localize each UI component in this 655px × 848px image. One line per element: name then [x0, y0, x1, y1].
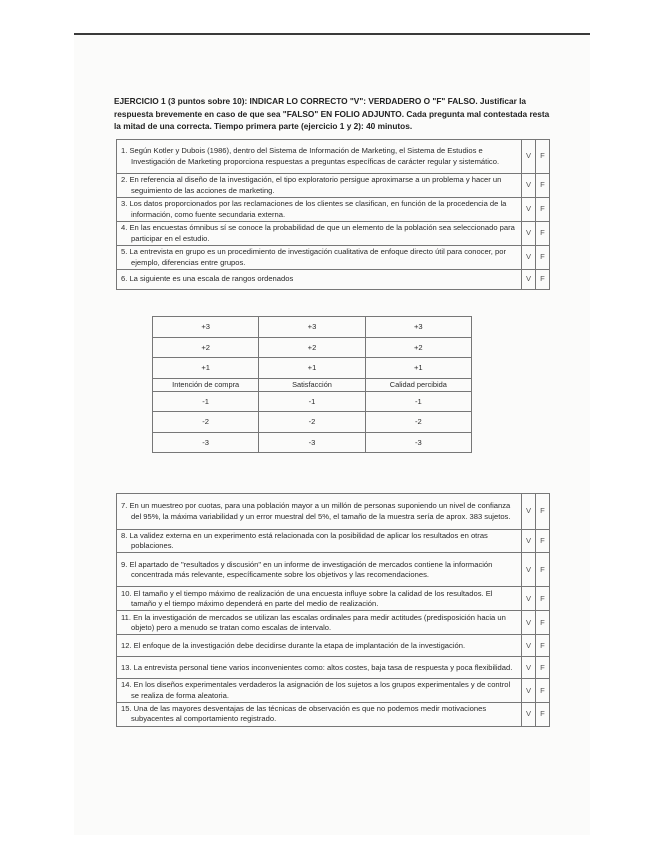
question-row	[117, 587, 550, 611]
question-row	[117, 611, 550, 635]
false-option[interactable]: F	[536, 270, 550, 290]
scale-value: -2	[365, 412, 471, 433]
true-option[interactable]: V	[522, 494, 536, 530]
exercise-heading: EJERCICIO 1 (3 puntos sobre 10): INDICAR LO CORRECTO "V": VERDADERO O "F" FALSO. Justificar la respuesta brevemente en caso de que sea "FALSO" EN FOLIO ADJUNTO. Cada pregunta mal contestada resta la mitad de una correcta. Tiempo primera parte (ejercicio 1 y 2): 40 minutos.	[114, 96, 550, 131]
scale-column-label: Satisfacción	[259, 378, 365, 391]
question-row	[117, 635, 550, 657]
false-option[interactable]: F	[536, 553, 550, 587]
scale-header-row	[153, 378, 472, 391]
false-option[interactable]: F	[536, 657, 550, 679]
scale-value: -3	[365, 432, 471, 453]
true-option[interactable]: V	[522, 587, 536, 611]
question-row	[117, 140, 550, 174]
true-option[interactable]: V	[522, 657, 536, 679]
question-row	[117, 657, 550, 679]
scale-value: -1	[153, 391, 259, 412]
scale-column-label: Calidad percibida	[365, 378, 471, 391]
question-text: 7. En un muestreo por cuotas, para una población mayor a un millón de personas suponiendo un nivel de confianza del 95%, la máxima variabilidad y un error muestral del 5%, el tamaño de la muestra sería de aprox. 383 sujetos.	[117, 494, 522, 530]
scale-value: -3	[153, 432, 259, 453]
question-text: 8. La validez externa en un experimento está relacionada con la posibilidad de aplicar los resultados en otras poblaciones.	[117, 530, 522, 553]
question-text: 14. En los diseños experimentales verdaderos la asignación de los sujetos a los grupos experimentales y de control se realiza de forma aleatoria.	[117, 679, 522, 702]
false-option[interactable]: F	[536, 198, 550, 222]
scale-value: +3	[259, 317, 365, 338]
false-option[interactable]: F	[536, 222, 550, 246]
question-text: 10. El tamaño y el tiempo máximo de realización de una encuesta influye sobre la calidad de los resultados. El tamaño y el tiempo máximo dependerá en parte del medio de realización.	[117, 587, 522, 611]
scale-value: +3	[365, 317, 471, 338]
true-option[interactable]: V	[522, 140, 536, 174]
scale-row	[153, 432, 472, 453]
false-option[interactable]: F	[536, 494, 550, 530]
scale-value: -1	[259, 391, 365, 412]
scale-value: -2	[153, 412, 259, 433]
question-row	[117, 270, 550, 290]
true-option[interactable]: V	[522, 246, 536, 270]
true-option[interactable]: V	[522, 611, 536, 635]
question-text: 2. En referencia al diseño de la investigación, el tipo exploratorio persigue aproximarse a un problema y hacer un seguimiento de las acciones de marketing.	[117, 174, 522, 198]
question-row	[117, 174, 550, 198]
question-text: 15. Una de las mayores desventajas de las técnicas de observación es que no podemos medir motivaciones subyacentes al comportamiento registrado.	[117, 702, 522, 726]
scale-value: +3	[153, 317, 259, 338]
question-text: 9. El apartado de "resultados y discusión" en un informe de investigación de mercados contiene la información concentrada más relevante, específicamente sobre los objetivos y las recomendaciones.	[117, 553, 522, 587]
question-row	[117, 553, 550, 587]
scale-value: +2	[153, 337, 259, 358]
false-option[interactable]: F	[536, 635, 550, 657]
scale-value: +2	[259, 337, 365, 358]
scale-value: +1	[259, 358, 365, 379]
true-option[interactable]: V	[522, 270, 536, 290]
scale-value: +2	[365, 337, 471, 358]
questions-table-part1	[116, 139, 550, 290]
question-text: 5. La entrevista en grupo es un procedimiento de investigación cualitativa de enfoque directo útil para conocer, por ejemplo, diferencias entre grupos.	[117, 246, 522, 270]
scale-value: -1	[365, 391, 471, 412]
scale-row	[153, 412, 472, 433]
false-option[interactable]: F	[536, 246, 550, 270]
false-option[interactable]: F	[536, 679, 550, 702]
scale-value: -2	[259, 412, 365, 433]
false-option[interactable]: F	[536, 611, 550, 635]
question-row	[117, 246, 550, 270]
true-option[interactable]: V	[522, 679, 536, 702]
false-option[interactable]: F	[536, 702, 550, 726]
question-text: 1. Según Kotler y Dubois (1986), dentro del Sistema de Información de Marketing, el Sistema de Estudios e Investigación de Marketing proporciona respuestas a preguntas específicas de carácter regular y sistemático.	[117, 140, 522, 174]
question-row	[117, 679, 550, 702]
scale-row	[153, 317, 472, 338]
question-row	[117, 198, 550, 222]
false-option[interactable]: F	[536, 140, 550, 174]
question-text: 12. El enfoque de la investigación debe decidirse durante la etapa de implantación de la investigación.	[117, 635, 522, 657]
question-row	[117, 702, 550, 726]
scale-value: +1	[365, 358, 471, 379]
scale-value: -3	[259, 432, 365, 453]
question-text: 13. La entrevista personal tiene varios inconvenientes como: altos costes, baja tasa de respuesta y poca flexibilidad.	[117, 657, 522, 679]
scale-value: +1	[153, 358, 259, 379]
true-option[interactable]: V	[522, 222, 536, 246]
scale-column-label: Intención de compra	[153, 378, 259, 391]
true-option[interactable]: V	[522, 553, 536, 587]
question-text: 4. En las encuestas ómnibus sí se conoce la probabilidad de que un elemento de la población sea seleccionado para participar en el estudio.	[117, 222, 522, 246]
question-row	[117, 530, 550, 553]
scale-row	[153, 337, 472, 358]
question-text: 3. Los datos proporcionados por las reclamaciones de los clientes se clasifican, en función de la procedencia de la información, como fuente secundaria externa.	[117, 198, 522, 222]
true-option[interactable]: V	[522, 198, 536, 222]
true-option[interactable]: V	[522, 635, 536, 657]
question-row	[117, 494, 550, 530]
false-option[interactable]: F	[536, 530, 550, 553]
questions-table-part2	[116, 493, 550, 727]
question-text: 6. La siguiente es una escala de rangos ordenados	[117, 270, 522, 290]
true-option[interactable]: V	[522, 174, 536, 198]
true-option[interactable]: V	[522, 702, 536, 726]
scale-row	[153, 358, 472, 379]
false-option[interactable]: F	[536, 587, 550, 611]
true-option[interactable]: V	[522, 530, 536, 553]
rank-scale-table	[152, 316, 472, 453]
question-text: 11. En la investigación de mercados se utilizan las escalas ordinales para medir actitudes (predisposición hacia un objeto) pero a menudo se tratan como escalas de intervalo.	[117, 611, 522, 635]
scale-row	[153, 391, 472, 412]
false-option[interactable]: F	[536, 174, 550, 198]
question-row	[117, 222, 550, 246]
